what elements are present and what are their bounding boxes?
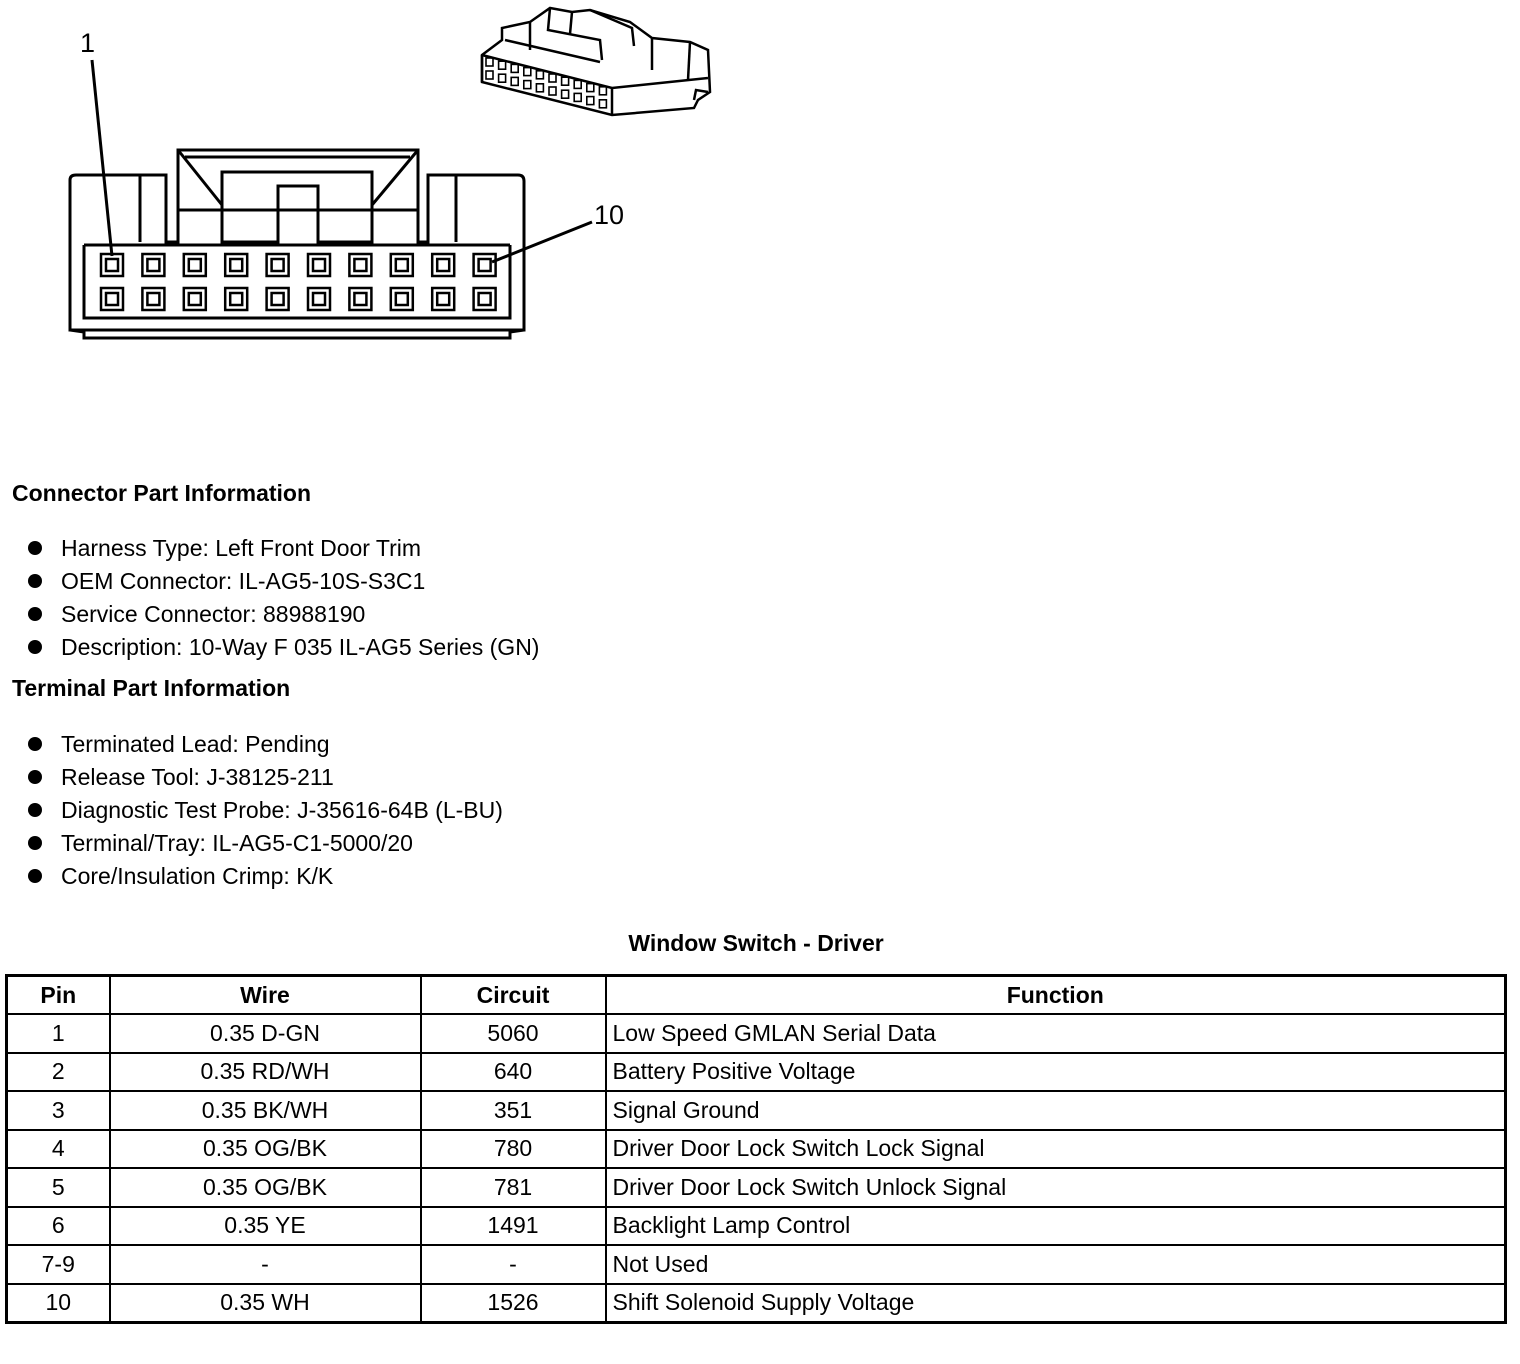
iso-cavity <box>524 81 531 89</box>
pin-cavity <box>349 288 371 310</box>
circuit-cell: 351 <box>421 1091 606 1130</box>
pin-cavity <box>267 288 289 310</box>
pin-cavity-inner <box>272 259 284 271</box>
pin-cavity-inner <box>479 293 491 305</box>
list-item-text: Description: 10-Way F 035 IL-AG5 Series (GN) <box>61 634 540 660</box>
circuit-cell: - <box>421 1245 606 1284</box>
isometric-cavities <box>486 58 606 108</box>
function-cell: Low Speed GMLAN Serial Data <box>606 1014 1506 1053</box>
list-item-text: Release Tool: J-38125-211 <box>61 764 334 790</box>
terminal-info-item <box>28 728 503 761</box>
pin-cavity <box>432 288 454 310</box>
circuit-cell: 780 <box>421 1130 606 1169</box>
iso-cavity <box>511 77 518 85</box>
wire-cell: 0.35 BK/WH <box>110 1091 421 1130</box>
pin-cell: 1 <box>7 1014 110 1053</box>
pin-cavity <box>101 254 123 276</box>
wire-cell: 0.35 YE <box>110 1207 421 1246</box>
iso-cavity <box>524 68 531 76</box>
circuit-cell: 640 <box>421 1053 606 1092</box>
bullet-icon <box>28 737 42 751</box>
table-row <box>7 1284 1506 1323</box>
pin-cavity-inner <box>396 259 408 271</box>
terminal-info-list <box>28 728 503 893</box>
pin-cavity-inner <box>313 293 325 305</box>
table-header-row <box>7 976 1506 1015</box>
function-cell: Shift Solenoid Supply Voltage <box>606 1284 1506 1323</box>
bullet-icon <box>28 803 42 817</box>
connector-info-item <box>28 565 539 598</box>
pin-cavity <box>225 254 247 276</box>
bullet-icon <box>28 640 42 654</box>
pin-cell: 3 <box>7 1091 110 1130</box>
pin-cavity <box>474 288 496 310</box>
function-cell: Driver Door Lock Switch Lock Signal <box>606 1130 1506 1169</box>
pinout-table <box>5 974 1507 1324</box>
pin-cell: 6 <box>7 1207 110 1246</box>
pin-cavity-inner <box>437 293 449 305</box>
list-item-text: Harness Type: Left Front Door Trim <box>61 535 422 561</box>
iso-cavity <box>549 74 556 82</box>
terminal-info-item <box>28 794 503 827</box>
bullet-icon <box>28 869 42 883</box>
list-item-text: Terminated Lead: Pending <box>61 731 330 757</box>
connector-face <box>70 150 524 338</box>
pin-cell: 7-9 <box>7 1245 110 1284</box>
pin-cavity-inner <box>189 293 201 305</box>
iso-cavity <box>549 87 556 95</box>
pin-cavity-inner <box>147 293 159 305</box>
pin-1-leader-line <box>92 60 112 256</box>
connector-info-item <box>28 631 539 664</box>
pin-cavity <box>142 254 164 276</box>
table-row <box>7 1207 1506 1246</box>
bullet-icon <box>28 574 42 588</box>
table-row <box>7 1245 1506 1284</box>
pin-cavity <box>391 254 413 276</box>
iso-cavity <box>574 93 581 101</box>
iso-cavity <box>599 100 606 108</box>
pin-cavity-inner <box>354 293 366 305</box>
terminal-info-item <box>28 860 503 893</box>
function-cell: Driver Door Lock Switch Unlock Signal <box>606 1168 1506 1207</box>
list-item-text: Terminal/Tray: IL-AG5-C1-5000/20 <box>61 830 413 856</box>
circuit-cell: 1491 <box>421 1207 606 1246</box>
bullet-icon <box>28 836 42 850</box>
iso-cavity <box>587 97 594 105</box>
iso-cavity <box>499 74 506 82</box>
bullet-icon <box>28 541 42 555</box>
connector-diagram <box>0 0 1520 420</box>
wire-cell: 0.35 OG/BK <box>110 1130 421 1169</box>
terminal-info-title: Terminal Part Information <box>12 675 291 701</box>
table-row <box>7 1168 1506 1207</box>
connector-info-item <box>28 532 539 565</box>
list-item-text: Service Connector: 88988190 <box>61 601 366 627</box>
pin-cell: 5 <box>7 1168 110 1207</box>
pin-cavity-inner <box>189 259 201 271</box>
wire-cell: 0.35 WH <box>110 1284 421 1323</box>
column-header-wire: Wire <box>110 976 421 1015</box>
column-header-pin: Pin <box>7 976 110 1015</box>
pin-cell: 4 <box>7 1130 110 1169</box>
connector-info-title: Connector Part Information <box>12 480 312 506</box>
pin-10-label: 10 <box>594 200 625 230</box>
circuit-cell: 5060 <box>421 1014 606 1053</box>
table-row <box>7 1014 1506 1053</box>
iso-cavity <box>562 90 569 98</box>
pin-cell: 10 <box>7 1284 110 1323</box>
iso-cavity <box>562 77 569 85</box>
table-row <box>7 1130 1506 1169</box>
pin-cavity-inner <box>313 259 325 271</box>
list-item-text: Core/Insulation Crimp: K/K <box>61 863 334 889</box>
pin-cavity <box>184 254 206 276</box>
wire-cell: 0.35 D-GN <box>110 1014 421 1053</box>
pin-cavity-inner <box>106 259 118 271</box>
pin-cavity <box>432 254 454 276</box>
function-cell: Backlight Lamp Control <box>606 1207 1506 1246</box>
wire-cell: - <box>110 1245 421 1284</box>
wire-cell: 0.35 RD/WH <box>110 1053 421 1092</box>
pin-cavity <box>225 288 247 310</box>
iso-cavity <box>599 87 606 95</box>
circuit-cell: 781 <box>421 1168 606 1207</box>
function-cell: Battery Positive Voltage <box>606 1053 1506 1092</box>
pin-cavity <box>349 254 371 276</box>
pin-cavity <box>308 288 330 310</box>
bullet-icon <box>28 607 42 621</box>
pin-cavity-inner <box>230 293 242 305</box>
pin-cavity-inner <box>272 293 284 305</box>
iso-cavity <box>536 71 543 79</box>
circuit-cell: 1526 <box>421 1284 606 1323</box>
table-row <box>7 1053 1506 1092</box>
pin-cavity-inner <box>147 259 159 271</box>
pin-cavity <box>391 288 413 310</box>
iso-cavity <box>536 84 543 92</box>
list-item-text: Diagnostic Test Probe: J-35616-64B (L-BU) <box>61 797 503 823</box>
connector-info-list <box>28 532 539 664</box>
connector-isometric-illustration <box>482 8 710 115</box>
pin-cavity-inner <box>354 259 366 271</box>
wire-cell: 0.35 OG/BK <box>110 1168 421 1207</box>
iso-cavity <box>587 84 594 92</box>
pin-1-label: 1 <box>80 28 96 58</box>
function-cell: Not Used <box>606 1245 1506 1284</box>
iso-cavity <box>511 64 518 72</box>
terminal-info-item <box>28 761 503 794</box>
bullet-icon <box>28 770 42 784</box>
table-title: Window Switch - Driver <box>628 930 884 956</box>
terminal-info-item <box>28 827 503 860</box>
pin-cavity <box>142 288 164 310</box>
pin-cavity <box>267 254 289 276</box>
function-cell: Signal Ground <box>606 1091 1506 1130</box>
iso-cavity <box>486 71 493 79</box>
pin-cavity-inner <box>230 259 242 271</box>
list-item-text: OEM Connector: IL-AG5-10S-S3C1 <box>61 568 426 594</box>
cavity-grid <box>101 254 496 310</box>
iso-cavity <box>499 61 506 69</box>
pin-cavity-inner <box>396 293 408 305</box>
table-row <box>7 1091 1506 1130</box>
pin-cell: 2 <box>7 1053 110 1092</box>
pin-cavity <box>308 254 330 276</box>
pin-cavity-inner <box>106 293 118 305</box>
column-header-circuit: Circuit <box>421 976 606 1015</box>
pin-cavity-inner <box>437 259 449 271</box>
pin-10-leader-line <box>492 222 592 262</box>
iso-cavity <box>486 58 493 66</box>
column-header-function: Function <box>606 976 1506 1015</box>
pin-cavity <box>101 288 123 310</box>
pin-cavity <box>474 254 496 276</box>
pin-cavity-inner <box>479 259 491 271</box>
iso-cavity <box>574 80 581 88</box>
connector-info-item <box>28 598 539 631</box>
pin-cavity <box>184 288 206 310</box>
